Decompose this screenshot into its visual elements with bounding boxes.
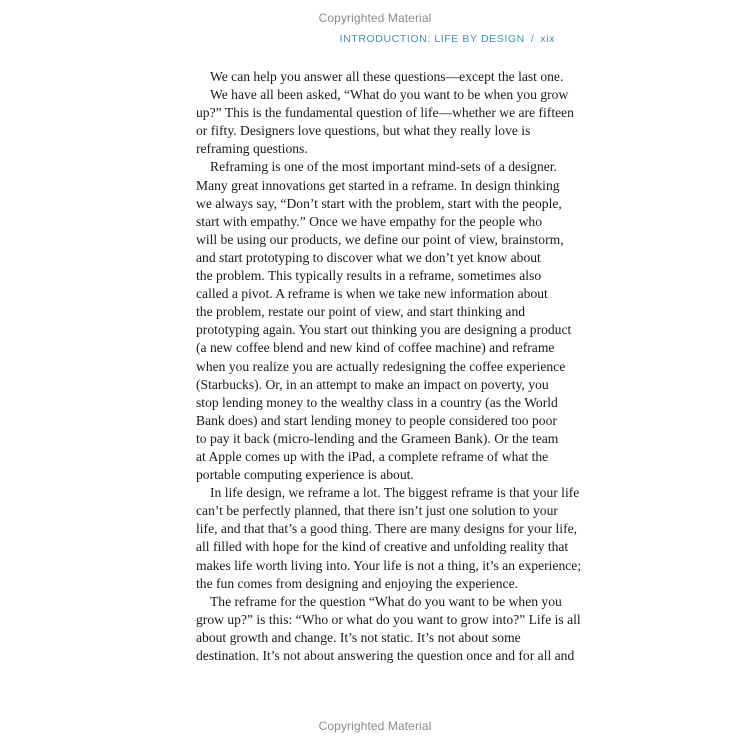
copyright-watermark-bottom: Copyrighted Material: [318, 719, 432, 733]
text-line: portable computing experience is about.: [196, 467, 414, 483]
text-line: and start prototyping to discover what we don’t yet know about: [196, 249, 541, 265]
text-line: We have all been asked, “What do you want to be when you grow: [210, 87, 569, 103]
text-line: Bank does) and start lending money to people considered too poor: [196, 412, 557, 428]
text-line: life, and that that’s a good thing. There are many designs for your life,: [196, 521, 578, 537]
running-head: [340, 33, 555, 45]
paragraph: [196, 68, 564, 86]
text-line: We can help you answer all these questions—except the last one.: [210, 69, 564, 84]
text-line: Many great innovations get started in a reframe. In design thinking: [196, 177, 560, 193]
text-line: the problem, restate our point of view, and start thinking and: [196, 304, 526, 320]
text-line: The reframe for the question “What do you want to be when you: [210, 593, 562, 609]
text-line: In life design, we reframe a lot. The biggest reframe is that your life: [210, 485, 580, 501]
text-line: stop lending money to the wealthy class in a country (as the World: [196, 394, 558, 410]
running-head-section: INTRODUCTION: LIFE BY DESIGN: [339, 33, 525, 45]
paragraph: [196, 158, 572, 484]
text-line: the fun comes from designing and enjoying the experience.: [196, 575, 518, 591]
text-line: grow up?” is this: “Who or what do you want to grow into?” Life is all: [196, 611, 581, 627]
text-line: start with empathy.” Once we have empathy for the people who: [196, 213, 543, 229]
copyright-watermark-top: Copyrighted Material: [318, 11, 432, 25]
text-line: at Apple comes up with the iPad, a complete reframe of what the: [196, 448, 549, 464]
text-line: up?” This is the fundamental question of life—whether we are fifteen: [196, 105, 574, 121]
paragraph: [196, 593, 581, 665]
text-line: about growth and change. It’s not static. It’s not about some: [196, 629, 521, 645]
text-line: called a pivot. A reframe is when we take new information about: [196, 286, 548, 302]
text-line: when you realize you are actually redesigning the coffee experience: [196, 358, 566, 374]
paragraph: [196, 484, 582, 593]
text-line: destination. It’s not about answering the question once and for all and: [196, 648, 575, 663]
text-line: prototyping again. You start out thinking you are designing a product: [196, 322, 572, 338]
text-line: will be using our products, we define our point of view, brainstorm,: [196, 231, 564, 247]
running-head-separator: /: [530, 33, 535, 45]
body-text: [196, 68, 582, 665]
text-line: to pay it back (micro-lending and the Grameen Bank). Or the team: [196, 430, 559, 446]
page-number: xix: [540, 33, 555, 45]
text-line: Reframing is one of the most important mind-sets of a designer.: [210, 159, 557, 175]
text-line: (Starbucks). Or, in an attempt to make an impact on poverty, you: [196, 376, 549, 392]
text-line: we always say, “Don’t start with the problem, start with the people,: [196, 195, 562, 211]
text-line: makes life worth living into. Your life is not a thing, it’s an experience;: [196, 557, 582, 573]
text-line: can’t be perfectly planned, that there isn’t just one solution to your: [196, 503, 558, 519]
paragraph: [196, 86, 574, 158]
text-line: (a new coffee blend and new kind of coffee machine) and reframe: [196, 340, 555, 356]
text-line: the problem. This typically results in a reframe, sometimes also: [196, 268, 542, 284]
text-line: reframing questions.: [196, 141, 308, 157]
text-line: all filled with hope for the kind of creative and unfolding reality that: [196, 539, 569, 555]
text-line: or fifty. Designers love questions, but what they really love is: [196, 123, 531, 139]
